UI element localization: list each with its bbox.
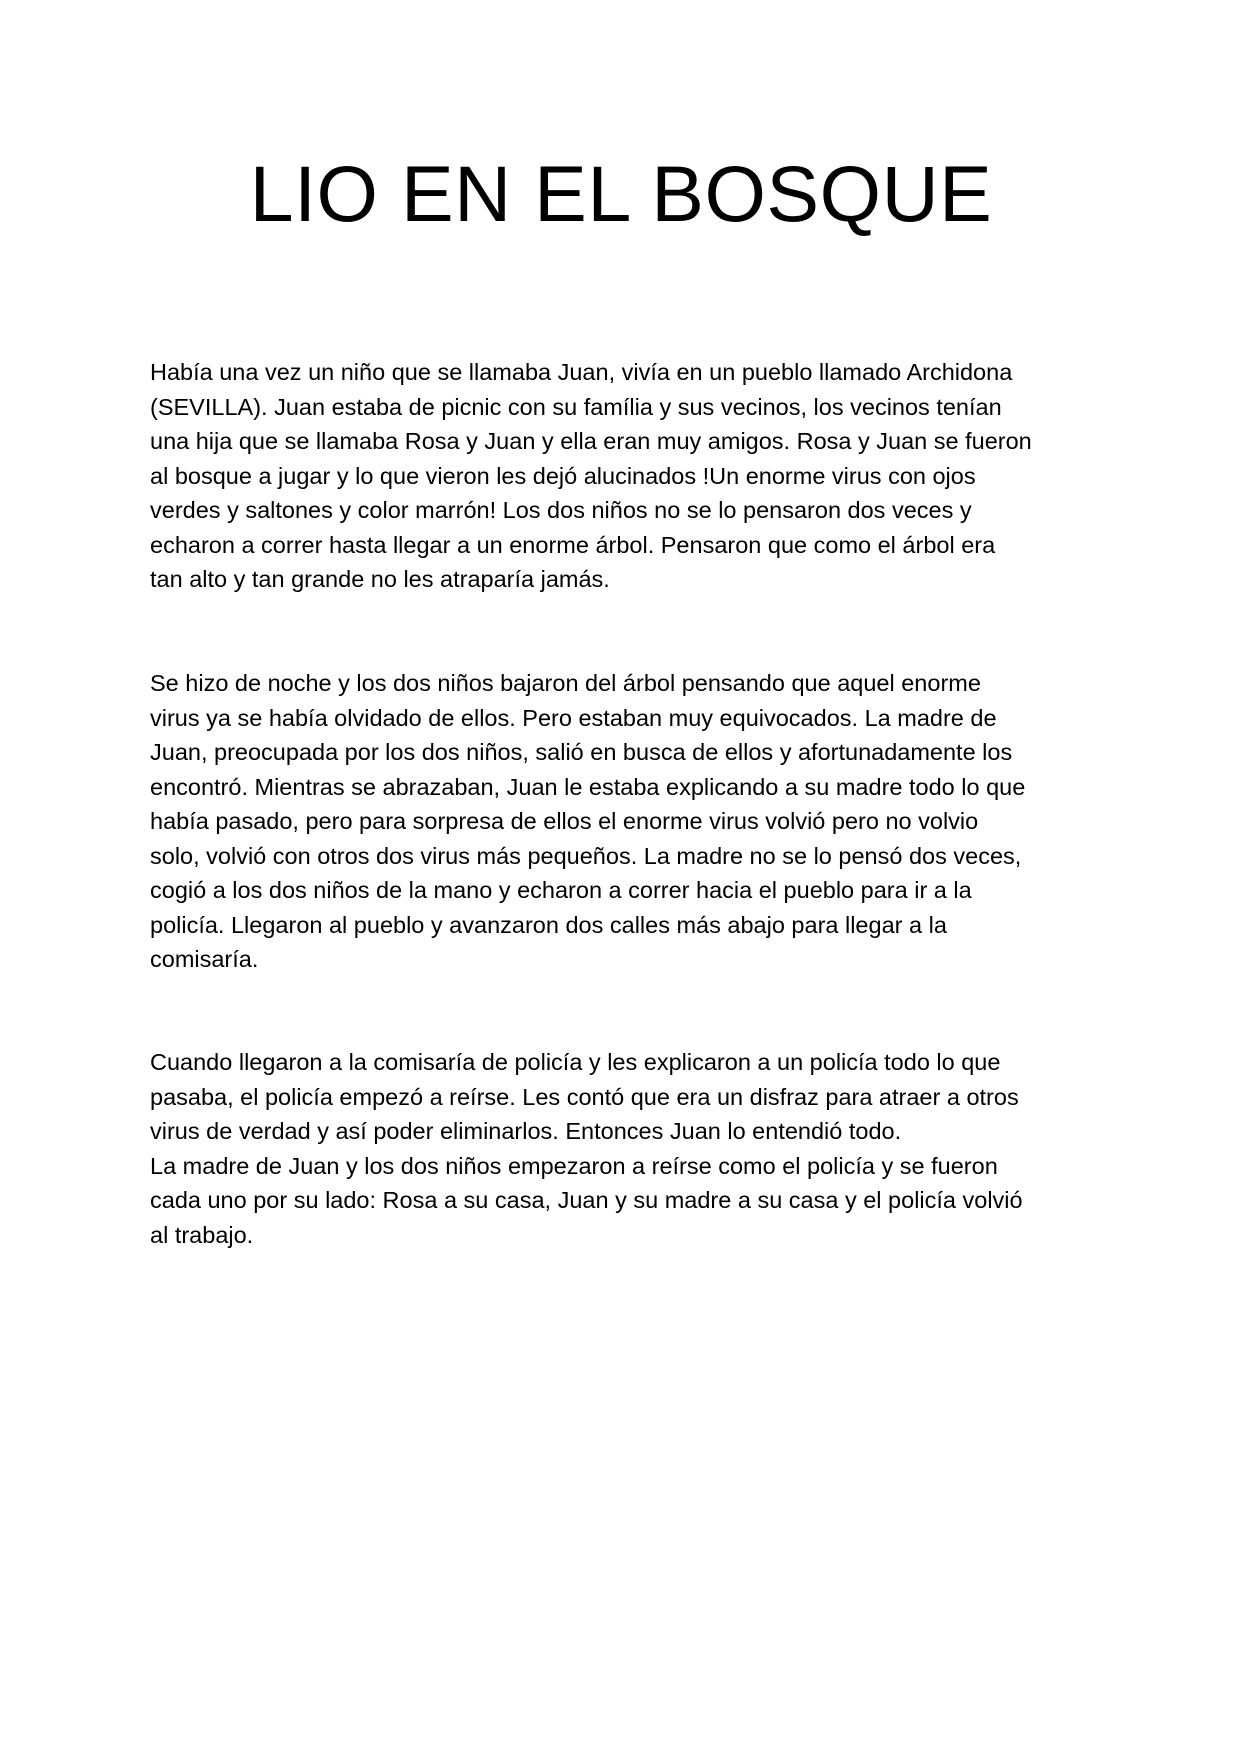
paragraph-2: Se hizo de noche y los dos niños bajaron del árbol pensando que aquel enorme virus ya se había olvidado de ellos. Pero estaban muy equivocados. La madre de Juan, preocupada por los dos niños, salió en busca de ellos y afortunadamente los encontró. Mientras se abrazaban, Juan le estaba explicando a su madre todo lo que había pasado, pero para sorpresa de ellos el enorme virus volvió pero no volvio solo, volvió con otros dos virus más pequeños. La madre no se lo pensó dos veces, cogió a los dos niños de la mano y echaron a correr hacia el pueblo para ir a la policía. Llegaron al pueblo y avanzaron dos calles más abajo para llegar a la comisaría. xyxy=(150,670,1026,972)
paragraph-1: Había una vez un niño que se llamaba Juan, vivía en un pueblo llamado Archidona (SEVILLA). Juan estaba de picnic con su família y sus vecinos, los vecinos tenían una hija que se llamaba Rosa y Juan y ella eran muy amigos. Rosa y Juan se fueron al bosque a jugar y lo que vieron les dejó alucinados !Un enorme virus con ojos verdes y saltones y color marrón! Los dos niños no se lo pensaron dos veces y echaron a correr hasta llegar a un enorme árbol. Pensaron que como el árbol era tan alto y tan grande no les atraparía jamás. xyxy=(150,359,1032,592)
paragraph-3: Cuando llegaron a la comisaría de policía y les explicaron a un policía todo lo que pasaba, el policía empezó a reírse. Les contó que era un disfraz para atraer a otros virus de verdad y así poder eliminarlos. Entonces Juan lo entendió todo. La madre de Juan y los dos niños empezaron a reírse como el policía y se fueron cada uno por su lado: Rosa a su casa, Juan y su madre a su casa y el policía volvió al trabajo. xyxy=(150,1049,1023,1248)
document-title: LIO EN EL BOSQUE xyxy=(249,149,993,238)
